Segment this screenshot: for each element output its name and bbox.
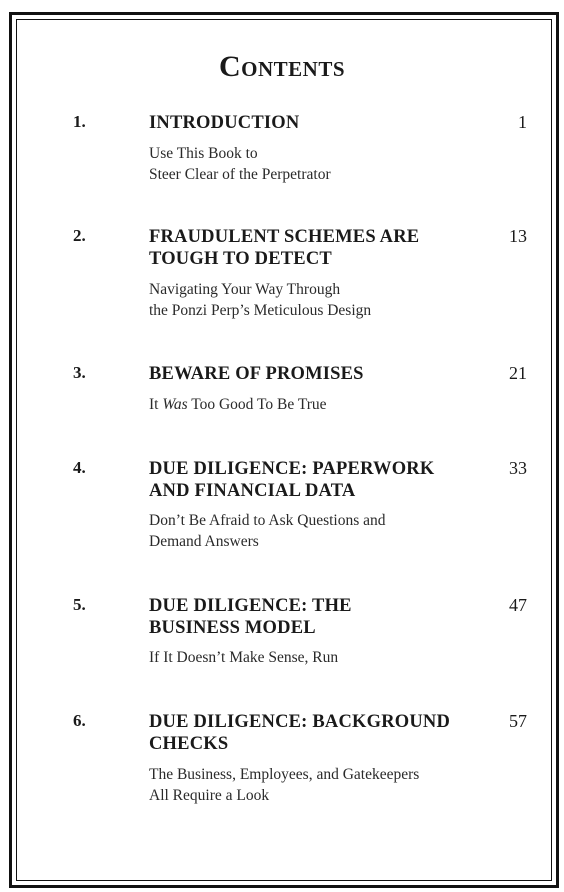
subtitle-line: Steer Clear of the Perpetrator — [149, 166, 331, 183]
subtitle-line: Don’t Be Afraid to Ask Questions and — [149, 512, 386, 529]
chapter-number: 4. — [73, 458, 86, 477]
heading-line: CHECKS — [149, 734, 229, 754]
chapter-heading — [149, 711, 494, 755]
chapter-heading: INTRODUCTION — [149, 113, 300, 133]
chapter-heading: BEWARE OF PROMISES — [149, 364, 364, 384]
subtitle-text: Too Good To Be True — [187, 396, 327, 413]
subtitle-line: The Business, Employees, and Gatekeepers — [149, 766, 420, 783]
subtitle-line: the Ponzi Perp’s Meticulous Design — [149, 302, 372, 319]
chapter-number: 5. — [73, 595, 86, 614]
subtitle-text: It — [149, 396, 163, 413]
page-number: 33 — [509, 458, 527, 478]
subtitle-line: Use This Book to — [149, 145, 258, 162]
chapter-subtitle — [149, 764, 489, 806]
chapter-subtitle — [149, 394, 489, 415]
heading-line: TOUGH TO DETECT — [149, 249, 332, 269]
heading-line: AND FINANCIAL DATA — [149, 481, 356, 501]
subtitle-line: Demand Answers — [149, 533, 259, 550]
subtitle-line — [149, 394, 489, 415]
chapter-number: 2. — [73, 226, 86, 245]
subtitle-line: All Require a Look — [149, 787, 270, 804]
heading-line: FRAUDULENT SCHEMES ARE — [149, 227, 420, 247]
subtitle-emphasis: Was — [162, 396, 188, 413]
page-number: 13 — [509, 226, 527, 246]
heading-line: DUE DILIGENCE: BACKGROUND — [149, 712, 451, 732]
chapter-heading — [149, 226, 494, 270]
chapter-number: 6. — [73, 711, 86, 730]
heading-line: DUE DILIGENCE: THE — [149, 596, 352, 616]
heading-line: DUE DILIGENCE: PAPERWORK — [149, 459, 435, 479]
page-number: 47 — [509, 595, 527, 615]
chapter-subtitle — [149, 510, 489, 552]
chapter-number: 3. — [73, 363, 86, 382]
chapter-heading — [149, 595, 494, 639]
subtitle-line: If It Doesn’t Make Sense, Run — [149, 649, 339, 666]
chapter-subtitle — [149, 279, 489, 321]
chapter-heading — [149, 458, 494, 502]
page-number: 1 — [518, 112, 527, 132]
page-number: 21 — [509, 363, 527, 383]
chapter-subtitle — [149, 143, 489, 185]
page-number: 57 — [509, 711, 527, 731]
heading-line: BUSINESS MODEL — [149, 618, 316, 638]
chapter-subtitle — [149, 647, 489, 668]
chapter-number: 1. — [73, 112, 86, 131]
subtitle-line: Navigating Your Way Through — [149, 281, 341, 298]
page-title: Contents — [218, 50, 346, 83]
